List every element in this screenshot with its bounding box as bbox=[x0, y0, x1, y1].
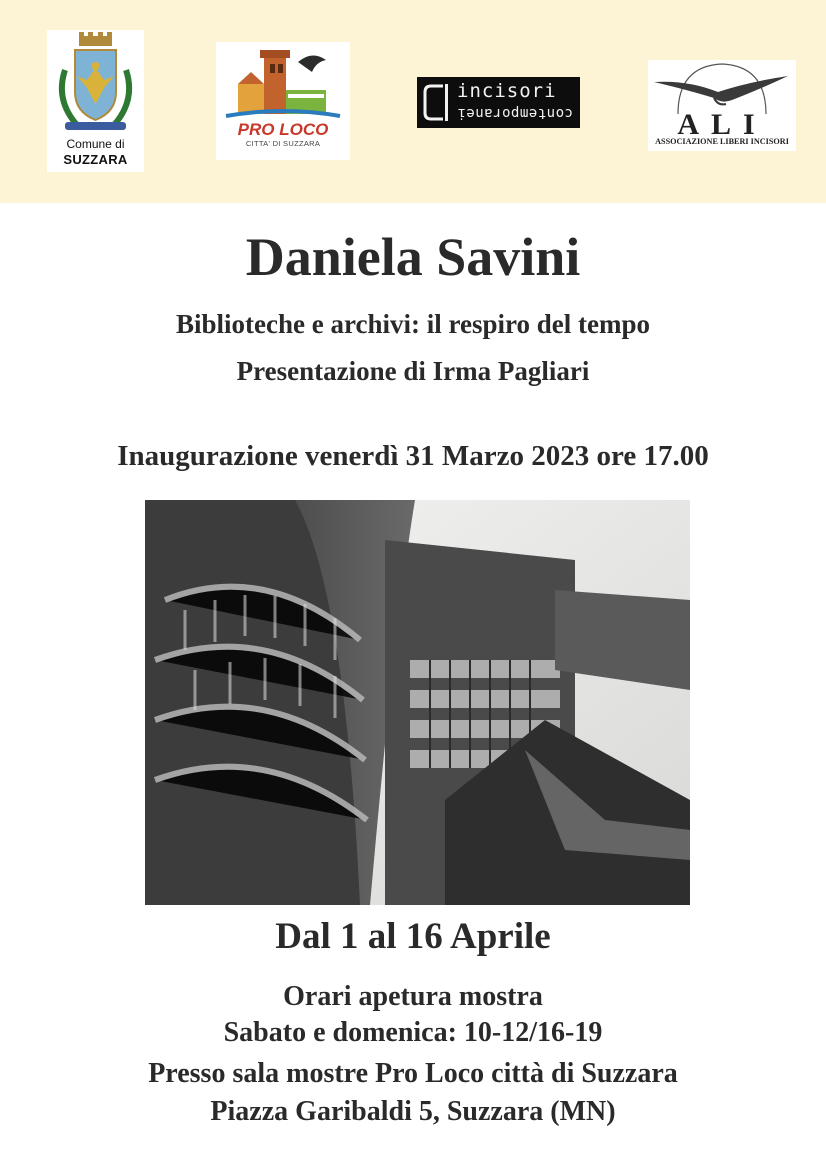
bracket-c-icon bbox=[417, 77, 457, 128]
comune-label: Comune di bbox=[66, 137, 125, 151]
presenter-line: Presentazione di Irma Pagliari bbox=[236, 356, 590, 386]
venue: Presso sala mostre Pro Loco città di Suzzara bbox=[148, 1058, 678, 1089]
incisori-contemporanei-logo bbox=[417, 77, 580, 128]
comune-di-suzzara-logo bbox=[47, 30, 144, 172]
logo-banner bbox=[0, 0, 826, 203]
exhibition-title: Biblioteche e archivi: il respiro del tempo bbox=[176, 309, 650, 339]
contemporanei-text: contemporanei bbox=[456, 105, 573, 121]
inauguration-line: Inaugurazione venerdì 31 Marzo 2023 ore 17.00 bbox=[117, 440, 709, 472]
pro-loco-name: PRO LOCO bbox=[237, 120, 329, 139]
ali-letters: ALI bbox=[677, 108, 767, 141]
artist-name: Daniela Savini bbox=[245, 227, 581, 287]
ali-subtitle: ASSOCIAZIONE LIBERI INCISORI bbox=[655, 137, 789, 146]
opening-hours-title: Orari apetura mostra bbox=[283, 981, 543, 1012]
town-illustration-icon bbox=[216, 42, 350, 122]
incisori-text: incisori bbox=[457, 80, 557, 102]
ali-logo bbox=[648, 60, 796, 151]
pro-loco-logo bbox=[216, 42, 350, 160]
address: Piazza Garibaldi 5, Suzzara (MN) bbox=[210, 1096, 616, 1127]
library-etching-image bbox=[145, 500, 690, 905]
library-etching-artwork bbox=[145, 500, 690, 905]
pro-loco-subtitle: CITTA' DI SUZZARA bbox=[245, 139, 321, 148]
exhibition-dates: Dal 1 al 16 Aprile bbox=[275, 916, 551, 957]
opening-hours: Sabato e domenica: 10-12/16-19 bbox=[223, 1017, 603, 1048]
suzzara-label: SUZZARA bbox=[63, 152, 128, 167]
